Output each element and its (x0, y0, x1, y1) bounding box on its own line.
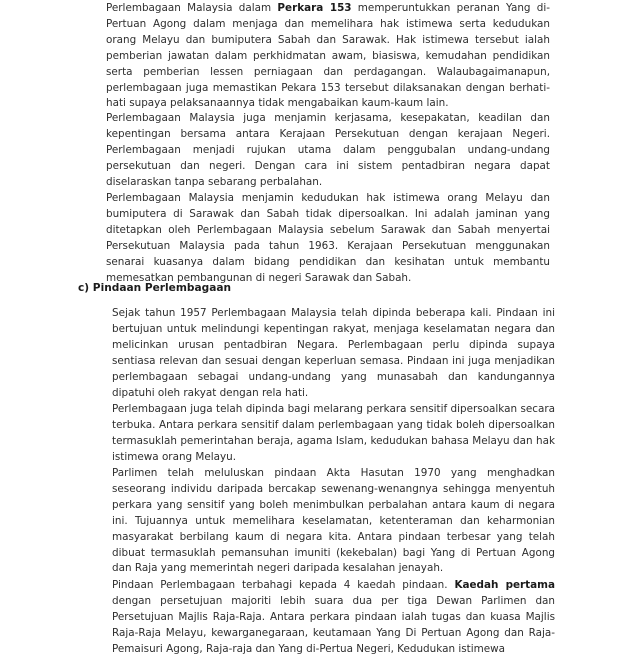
paragraph-akta-hasutan: Parlimen telah meluluskan pindaan Akta Hasutan 1970 yang menghadkan seseorang individu daripada bercakap sewenang-wenangnya sehingga menyentuh perkara yang sensitif yang boleh menimbulkan perbalahan antara kaum di negara ini. Tujuannya untuk memelihara keselamatan, ketenteraman dan keharmonian masyarakat berbilang kaum di negara kita. Antara pindaan terbesar yang telah dibuat termasuklah pemansuhan imuniti (kekebalan) bagi Yang di Pertuan Agong dan Raja yang memerintah negeri daripada kesalahan jenayah. (112, 467, 555, 575)
paragraph-kerjasama: Perlembagaan Malaysia juga menjamin kerjasama, kesepakatan, keadilan dan kepentingan bersama antara Kerajaan Persekutuan dengan kerajaan Negeri. Perlembagaan menjadi rujukan utama dalam penggubalan undang-undang persekutuan dan negeri. Dengan cara ini sistem pentadbiran negara dapat diselaraskan tanpa sebarang perbalahan. (106, 112, 550, 188)
paragraph-sejarah-pindaan: Sejak tahun 1957 Perlembagaan Malaysia telah dipinda beberapa kali. Pindaan ini bertujuan untuk melindungi kepentingan rakyat, menjaga keselamatan negara dan melicinkan urusan pentadbiran Negara. Perlembagaan perlu dipinda supaya sentiasa relevan dan sesuai dengan keperluan semasa. Pindaan ini juga menjadikan perlembagaan sebagai undang-undang yang munasabah dan kandungannya dipatuhi oleh rakyat dengan rela hati. (112, 307, 555, 399)
paragraph-text-start: Perlembagaan Malaysia dalam (106, 2, 278, 14)
paragraph-text-end: memperuntukkan peranan Yang di-Pertuan Agong dalam menjaga dan memelihara hak istimewa serta kedudukan orang Melayu dan bumiputera Sabah dan Sarawak. Hak istimewa tersebut ialah pemberian jawatan dalam perkhidmatan awam, biasiswa, kemudahan pendidikan serta pemberian lessen perniagaan dan perdagangan. Walaubagaimanapun, perlembagaan juga memastikan Pekara 153 tersebut dilaksanakan dengan berhati-hati supaya pelaksanaannya tidak mengabaikan kaum-kaum lain. (106, 2, 551, 110)
paragraph-text-start: Pindaan Perlembagaan terbahagi kepada 4 kaedah pindaan. (112, 579, 455, 591)
bold-term-perkara-153: Perkara 153 (277, 2, 352, 14)
bold-term-kaedah-pertama: Kaedah pertama (454, 579, 555, 591)
paragraph-kaedah-pindaan (112, 578, 555, 658)
paragraph-perkara-sensitif: Perlembagaan juga telah dipinda bagi melarang perkara sensitif dipersoalkan secara terbuka. Antara perkara sensitif dalam perlembagaan yang tidak boleh dipersoalkan termasuklah pemerintahan beraja, agama Islam, kedudukan bahasa Melayu dan hak istimewa orang Melayu. (112, 403, 555, 463)
paragraph-perkara-153 (106, 1, 550, 112)
section-heading-pindaan: c) Pindaan Perlembagaan (78, 282, 232, 294)
paragraph-hak-istimewa-sabah-sarawak: Perlembagaan Malaysia menjamin kedudukan hak istimewa orang Melayu dan bumiputera di Sarawak dan Sabah tidak dipersoalkan. Ini adalah jaminan yang ditetapkan oleh Perlembagaan Malaysia sebelum Sarawak dan Sabah menyertai Persekutuan Malaysia pada tahun 1963. Kerajaan Persekutuan menggunakan senarai kuasanya dalam bidang pendidikan dan kesihatan untuk membantu memesatkan pembangunan di negeri Sarawak dan Sabah. (106, 192, 550, 284)
paragraph-text-end: dengan persetujuan majoriti lebih suara dua per tiga Dewan Parlimen dan Persetujuan Majlis Raja-Raja. Antara perkara pindaan ialah tugas dan kuasa Majlis Raja-Raja Melayu, kewarganegaraan, keutamaan Yang Di Pertuan Agong dan Raja-Pemaisuri Agong, Raja-raja dan Yang di-Pertua Negeri, Kedudukan istimewa (112, 594, 555, 655)
